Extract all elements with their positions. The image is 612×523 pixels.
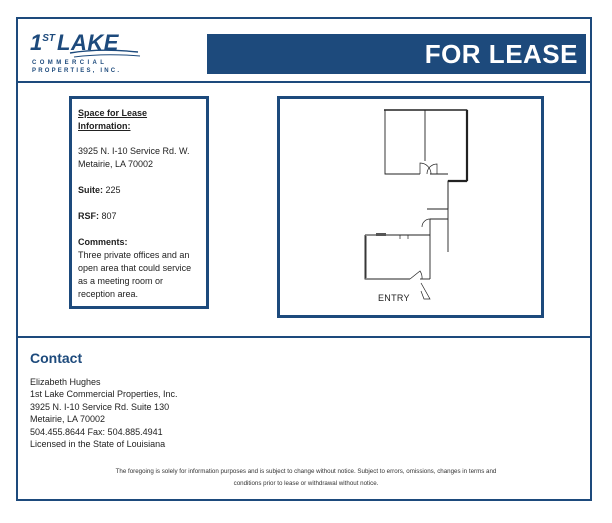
disclaimer-line1: The foregoing is solely for information purposes and is subject to change without notice. Subject to errors, omissions, changes in terms and: [115, 468, 497, 475]
contact-company: 1st Lake Commercial Properties, Inc.: [30, 389, 178, 400]
comments-label: Comments:: [78, 237, 128, 247]
info-title: Space for Lease Information:: [78, 108, 148, 131]
address-line1: 3925 N. I-10 Service Rd. W.: [78, 146, 190, 156]
contact-phone: 504.455.8644 Fax: 504.885.4941: [30, 426, 163, 437]
contact-divider: [16, 336, 592, 338]
floorplan-box: [277, 96, 544, 318]
logo-line2: PROPERTIES, INC.: [32, 68, 122, 74]
contact-license: Licensed in the State of Louisiana: [30, 439, 166, 450]
rsf-value: 807: [101, 211, 117, 221]
for-lease-banner: FOR LEASE: [207, 34, 586, 74]
contact-name: Elizabeth Hughes: [30, 377, 101, 387]
comments-line: Three private offices and an: [78, 250, 190, 260]
contact-address: 3925 N. I-10 Service Rd. Suite 130: [30, 401, 170, 412]
rsf-row: [78, 210, 200, 223]
comments-line: as a meeting room or: [78, 276, 164, 286]
lease-info-box: [69, 96, 209, 309]
address-line2: Metairie, LA 70002: [78, 159, 154, 169]
entry-label: ENTRY: [378, 293, 410, 303]
comments-line: open area that could service: [78, 263, 192, 273]
logo-number: 1: [30, 30, 43, 55]
floorplan-drawing: [280, 99, 541, 315]
comments-line: reception area.: [78, 289, 139, 299]
logo-line1: COMMERCIAL: [32, 60, 108, 66]
disclaimer: [96, 466, 516, 490]
contact-title: Contact: [30, 350, 83, 366]
company-logo: [30, 30, 142, 78]
header-divider: [16, 81, 592, 83]
logo-word: LAKE: [57, 30, 119, 55]
disclaimer-line2: conditions prior to lease or withdrawal without notice.: [233, 480, 379, 487]
contact-details: [30, 376, 178, 450]
suite-value: 225: [105, 185, 121, 195]
logo-superscript: ST: [42, 33, 56, 44]
contact-city: Metairie, LA 70002: [30, 414, 106, 425]
suite-row: [78, 184, 200, 197]
suite-label: Suite:: [78, 185, 104, 195]
rsf-label: RSF:: [78, 211, 99, 221]
